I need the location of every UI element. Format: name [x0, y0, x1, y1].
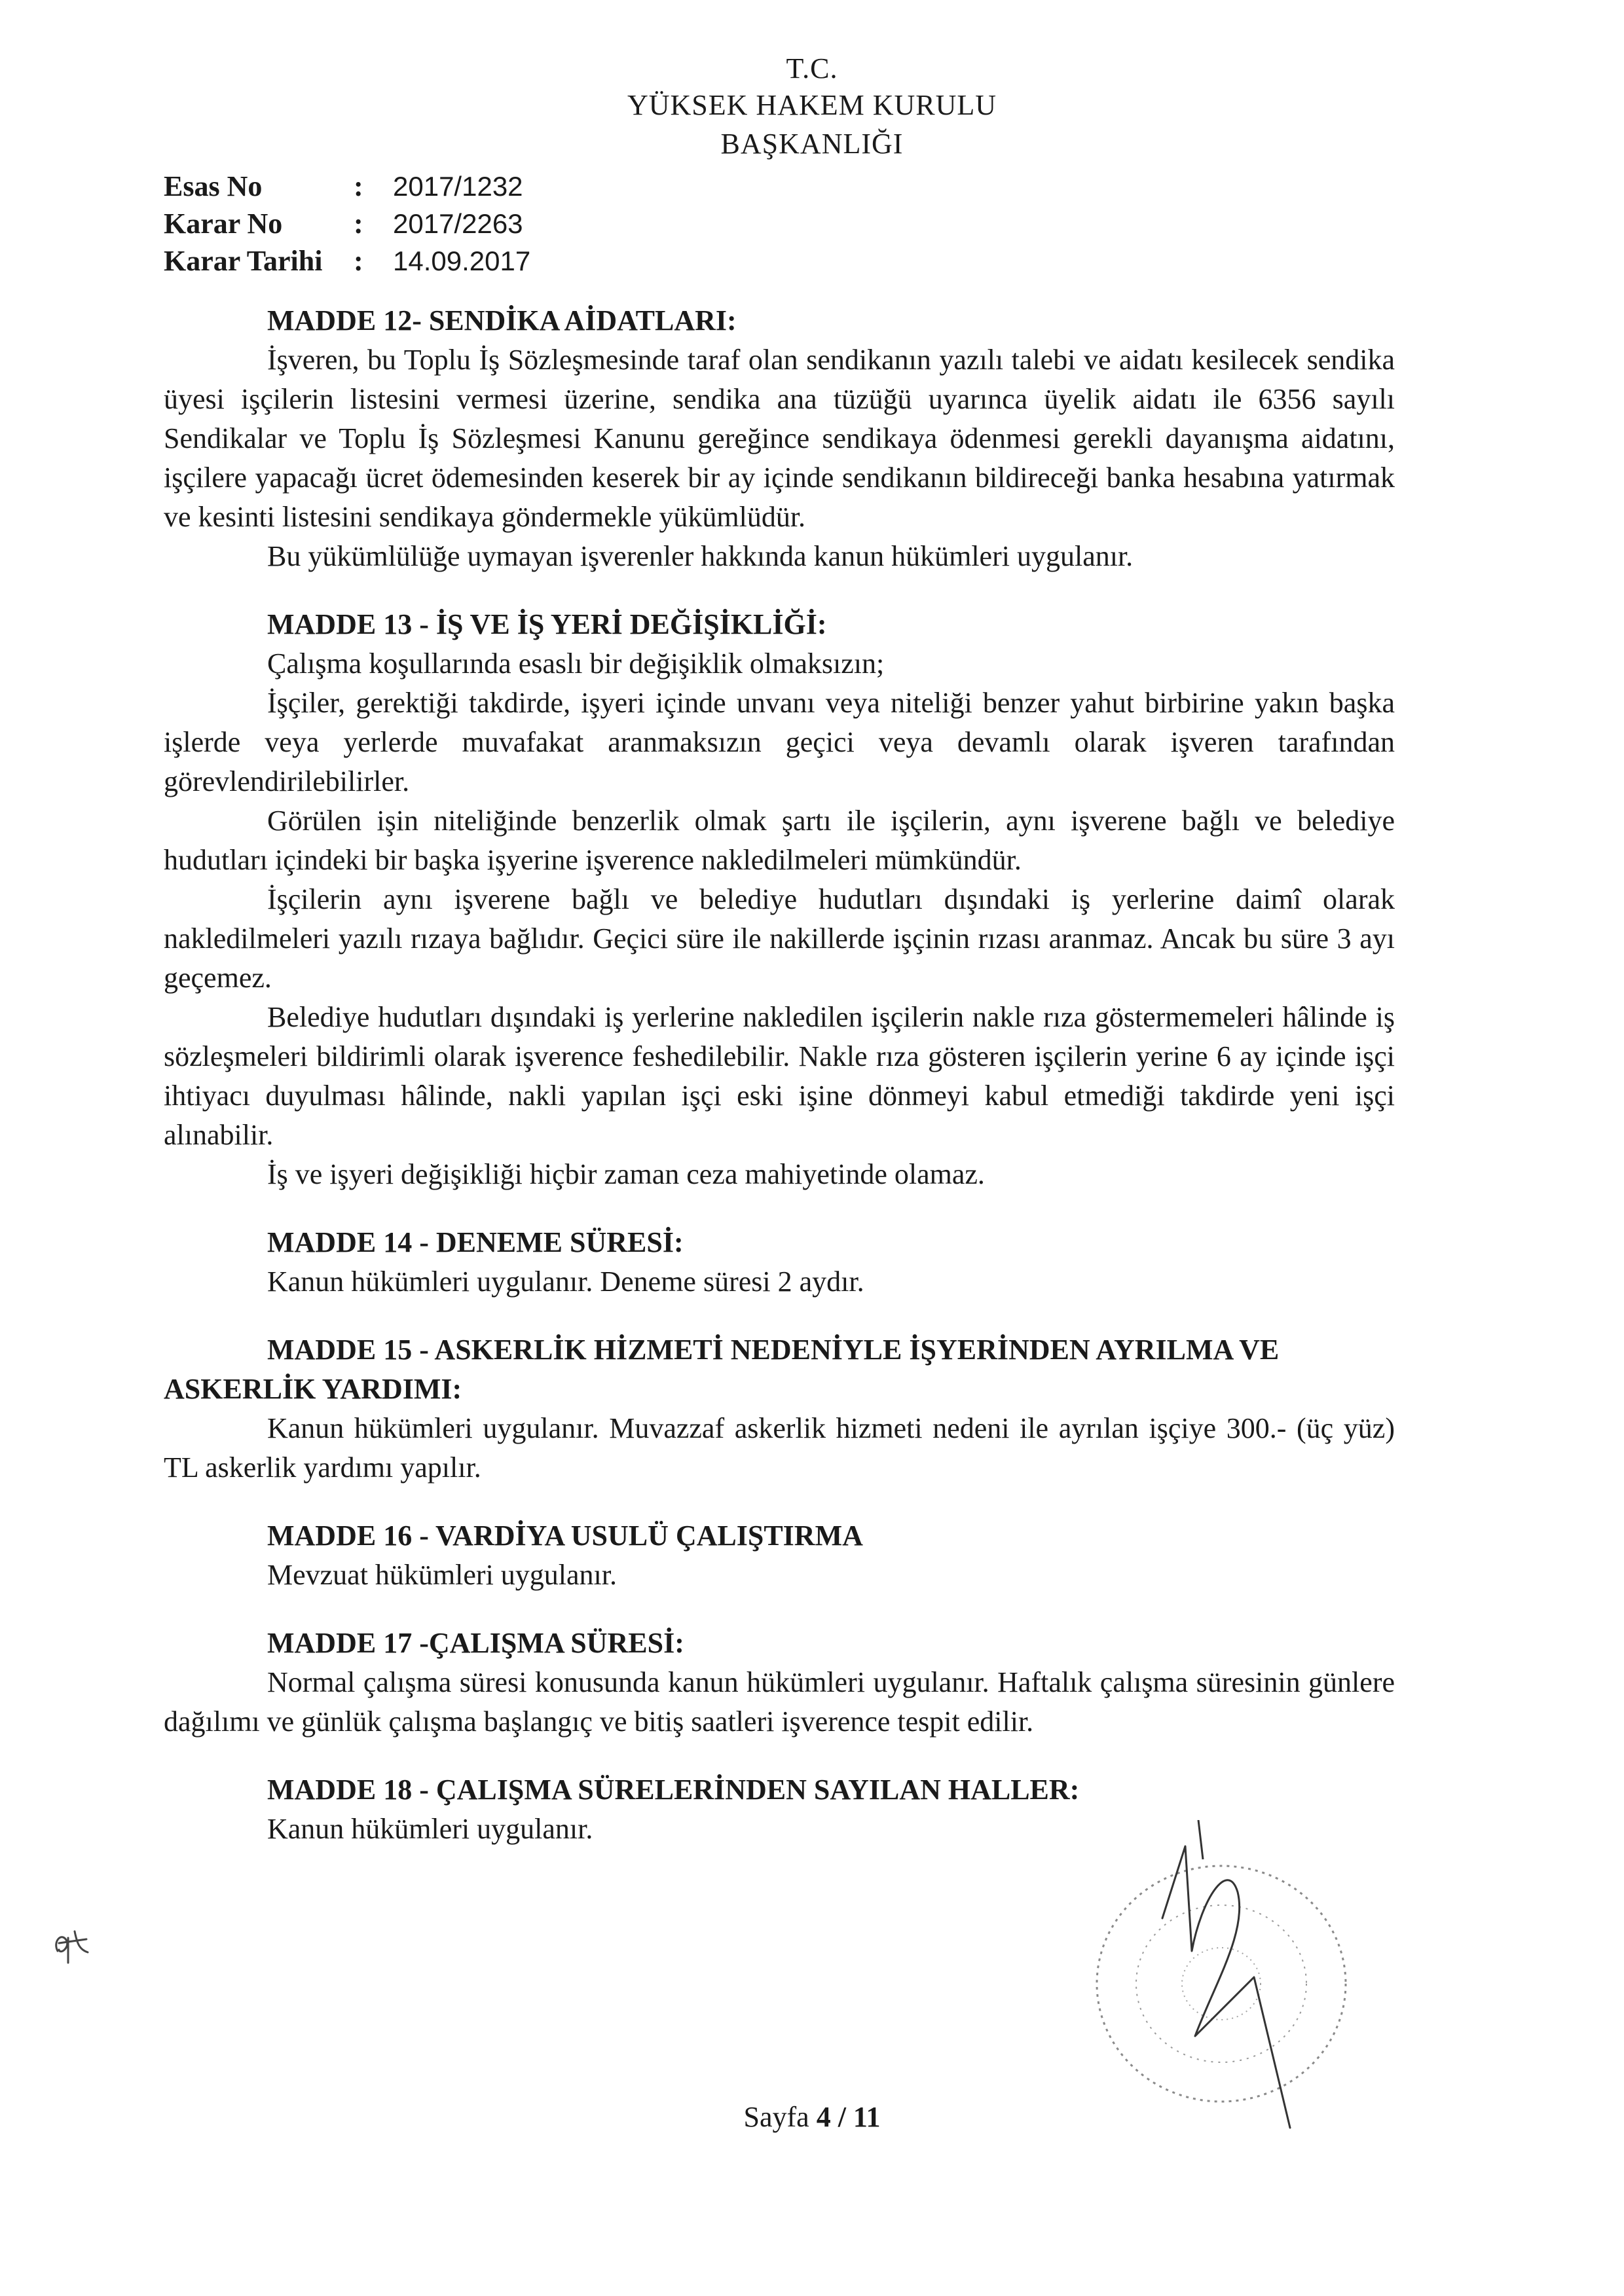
header-line-institution: YÜKSEK HAKEM KURULU	[627, 89, 997, 121]
article-title: MADDE 18 - ÇALIŞMA SÜRELERİNDEN SAYILAN HALLER:	[267, 1774, 1080, 1806]
case-info-value: 14.09.2017	[393, 246, 531, 276]
article-13	[164, 605, 1395, 1194]
article-paragraph: Görülen işin niteliğinde benzerlik olmak şartı ile işçilerin, aynı işverene bağlı ve belediye hudutları içindeki bir başka işyerine işverence nakledilmeleri mümkündür.	[164, 805, 1395, 876]
article-title: MADDE 15 - ASKERLİK HİZMETİ NEDENİYLE İŞYERİNDEN AYRILMA VE ASKERLİK YARDIMI:	[164, 1334, 1280, 1405]
page-label: Sayfa	[743, 2101, 817, 2133]
article-title: MADDE 17 -ÇALIŞMA SÜRESİ:	[267, 1627, 684, 1659]
header-line-tc: T.C.	[786, 52, 838, 84]
article-17	[164, 1624, 1395, 1741]
article-paragraph: Çalışma koşullarında esaslı bir değişiklik olmaksızın;	[267, 647, 885, 680]
article-paragraph: Kanun hükümleri uygulanır. Deneme süresi 2 aydır.	[267, 1266, 864, 1298]
article-paragraph: İşveren, bu Toplu İş Sözleşmesinde taraf olan sendikanın yazılı talebi ve aidatı kesilecek sendika üyesi işçilerin listesini vermesi üzerine, sendika ana tüzüğü uyarınca üyelik aidatı ile 6356 sayılı Sendikalar ve Toplu İş Sözleşmesi Kanunu gereğince sendikaya ödenmesi gerekli dayanışma aidatını, işçilere yapacağı ücret ödemesinden keserek bir ay içinde sendikanın bildireceği banka hesabına yatırmak ve kesinti listesini sendikaya göndermekle yükümlüdür.	[164, 344, 1395, 533]
article-title: MADDE 13 - İŞ VE İŞ YERİ DEĞİŞİKLİĞİ:	[267, 608, 827, 640]
case-info-row-esas	[164, 168, 530, 205]
article-15	[164, 1330, 1395, 1487]
article-paragraph: Kanun hükümleri uygulanır. Muvazzaf askerlik hizmeti nedeni ile ayrılan işçiye 300.- (üç yüz) TL askerlik yardımı yapılır.	[164, 1412, 1395, 1484]
article-paragraph: İşçiler, gerektiği takdirde, işyeri içinde unvanı veya niteliği benzer yahut birbirine yakın başka işlerde veya yerlerde muvafakat aranmaksızın geçici veya devamlı olarak işveren tarafından görevlendirilebilirler.	[164, 687, 1395, 797]
article-title: MADDE 14 - DENEME SÜRESİ:	[267, 1226, 684, 1258]
article-paragraph: Mevzuat hükümleri uygulanır.	[267, 1559, 617, 1591]
article-title: MADDE 12- SENDİKA AİDATLARI:	[267, 304, 737, 337]
case-info-row-karar	[164, 205, 530, 242]
article-paragraph: İşçilerin aynı işverene bağlı ve belediye hudutları dışındaki iş yerlerine daimî olarak nakledilmeleri yazılı rızaya bağlıdır. Geçici süre ile nakillerde işçinin rızası aranmaz. Ancak bu süre 3 ayı geçemez.	[164, 883, 1395, 994]
case-info-row-tarih	[164, 242, 530, 280]
article-title: MADDE 16 - VARDİYA USULÜ ÇALIŞTIRMA	[267, 1520, 863, 1552]
case-info-label: Esas No	[164, 170, 263, 202]
article-paragraph: Normal çalışma süresi konusunda kanun hükümleri uygulanır. Haftalık çalışma süresinin günlere dağılımı ve günlük çalışma başlangıç ve bitiş saatleri işverence tespit edilir.	[164, 1666, 1395, 1738]
case-info-colon: :	[354, 170, 363, 202]
official-seal-signature-icon	[1058, 1820, 1398, 2134]
article-paragraph: Kanun hükümleri uygulanır.	[267, 1813, 593, 1845]
page-footer	[0, 2100, 1624, 2134]
article-paragraph: Belediye hudutları dışındaki iş yerlerine nakledilen işçilerin nakle rıza göstermemeleri hâlinde iş sözleşmeleri bildirimli olarak işverence feshedilebilir. Nakle rıza gösteren işçilerin yerine 6 ay içinde işçi ihtiyacı duyulması hâlinde, nakli yapılan işçi eski işine dönmeyi kabul etmediği takdirde yeni işçi alınabilir.	[164, 1001, 1395, 1151]
case-info-value: 2017/1232	[393, 171, 523, 202]
article-paragraph: İş ve işyeri değişikliği hiçbir zaman ceza mahiyetinde olamaz.	[267, 1158, 985, 1190]
article-14	[164, 1223, 1395, 1302]
initials-signature-icon	[46, 1912, 105, 1971]
article-12	[164, 301, 1395, 576]
article-16	[164, 1516, 1395, 1595]
header-line-presidency: BAŞKANLIĞI	[720, 128, 904, 160]
case-info-label: Karar No	[164, 208, 283, 240]
case-info-value: 2017/2263	[393, 208, 523, 239]
article-paragraph: Bu yükümlülüğe uymayan işverenler hakkında kanun hükümleri uygulanır.	[267, 540, 1134, 572]
case-info-colon: :	[354, 208, 363, 240]
case-info-block	[164, 168, 530, 280]
document-body	[164, 301, 1395, 1878]
page-number: 4 / 11	[816, 2101, 881, 2133]
case-info-colon: :	[354, 245, 363, 277]
case-info-label: Karar Tarihi	[164, 245, 323, 277]
